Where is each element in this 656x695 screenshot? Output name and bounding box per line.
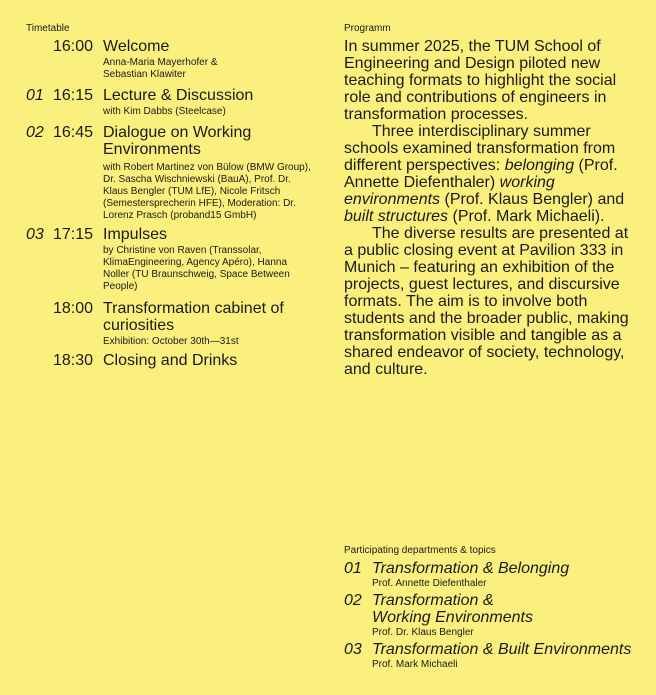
timetable-row [26,300,326,348]
timetable-time: 16:15 [53,87,94,104]
timetable-title: Welcome [103,38,170,55]
timetable-time: 18:00 [53,300,94,317]
timetable-detail: with Robert Martinez von Bülow (BMW Group), Dr. Sascha Wischniewski (BauA), Prof. Dr. Klaus Bengler (TUM LfE), Nicole Fritsch (Semestersprecherin HFE), Moderation: Dr. Lorenz Prasch (proband15 GmbH) [103,162,311,221]
timetable-index: 03 [26,226,44,243]
timetable-title: Lecture & Discussion [103,87,254,104]
timetable-label: Timetable [26,23,70,34]
timetable-row [26,38,326,81]
department-person: Prof. Dr. Klaus Bengler [372,627,474,638]
timetable-row [26,87,326,118]
timetable-detail: Anna-Maria Mayerhofer & Sebastian Klawiter [103,57,218,80]
department-index: 01 [344,560,362,577]
timetable-index: 02 [26,124,44,141]
timetable-row [26,226,326,293]
department-index: 03 [344,641,362,658]
departments-section [344,544,644,671]
timetable-row [26,352,326,369]
programm-paragraph-2: Three interdisciplinary summer schools examined transformation from different perspectives: belonging (Prof. Annette Diefenthaler) working environments (Prof. Klaus Bengler) and built structures (Prof. Mark Michaeli). [344,123,625,225]
timetable-index: 01 [26,87,44,104]
programm-section [344,22,644,378]
timetable-section [26,22,326,369]
timetable-time: 18:30 [53,352,94,369]
timetable-title: Closing and Drinks [103,352,238,369]
timetable-detail: with Kim Dabbs (Steelcase) [103,106,226,117]
department-title: Transformation & Belonging [372,560,570,577]
department-item [344,560,644,590]
programm-text [344,38,640,378]
department-index: 02 [344,592,362,609]
departments-label: Participating departments & topics [344,545,496,556]
department-item [344,641,644,671]
timetable-detail: Exhibition: October 30th—31st [103,336,239,347]
timetable-time: 16:00 [53,38,94,55]
department-person: Prof. Mark Michaeli [372,659,458,670]
timetable-time: 16:45 [53,124,94,141]
timetable-detail: by Christine von Raven (Transsolar, KlimaEngineering, Agency Apéro), Hanna Noller (TU Braunschweig, Space Between People) [103,245,290,292]
timetable-time: 17:15 [53,226,94,243]
department-title: Transformation & Working Environments [372,592,533,626]
programm-label: Programm [344,23,391,34]
department-item [344,592,644,639]
programm-paragraph-1: In summer 2025, the TUM School of Engineering and Design piloted new teaching formats to highlight the social role and contributions of engineers in transformation processes. [344,38,617,123]
timetable-title: Impulses [103,226,168,243]
department-person: Prof. Annette Diefenthaler [372,578,487,589]
timetable-title: Dialogue on Working Environments [103,124,252,158]
timetable-row [26,124,326,222]
programm-paragraph-3: The diverse results are presented at a public closing event at Pavilion 333 in Munich – featuring an exhibition of the projects, guest lectures, and discursive formats. The aim is to involve both students and the broader public, making transformation visible and tangible as a shared endeavor of society, technology, and culture. [344,225,629,378]
department-title: Transformation & Built Environments [372,641,632,658]
timetable-title: Transformation cabinet of curiosities [103,300,284,334]
